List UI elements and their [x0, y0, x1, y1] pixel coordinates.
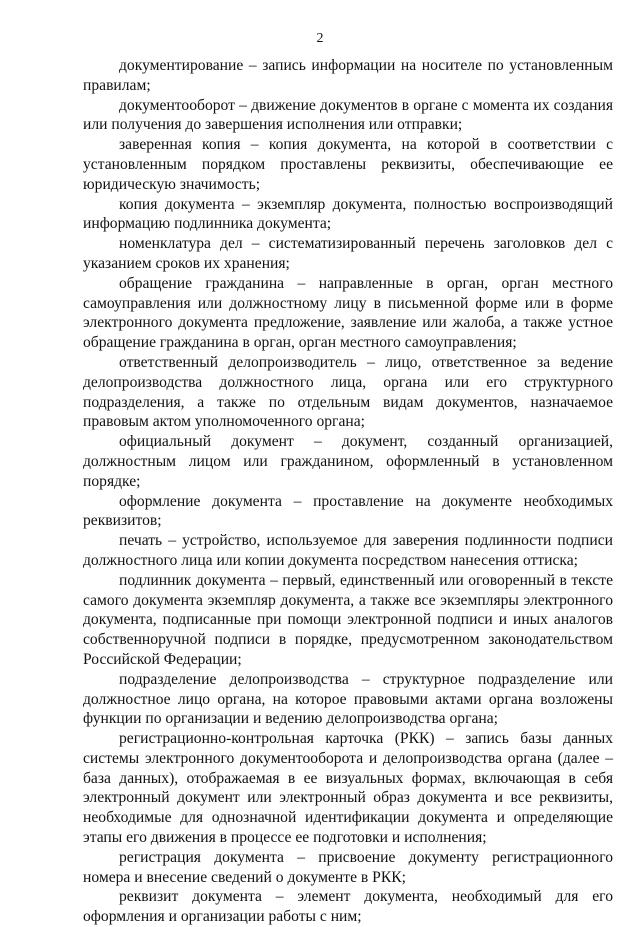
definition-paragraph: регистрация документа – присвоение документу регистрационного номера и внесение сведений о документе в РКК;	[83, 848, 613, 886]
definition-paragraph: печать – устройство, используемое для заверения подлинности подписи должностного лица или копии документа посредством нанесения оттиска;	[83, 532, 613, 569]
definition-paragraph: копия документа – экземпляр документа, полностью воспроизводящий информацию подлинника документа;	[83, 195, 613, 233]
definition-paragraph: документооборот – движение документов в органе с момента их создания или получения до завершения исполнения или отправки;	[83, 96, 613, 134]
definition-paragraph: подлинник документа – первый, единственный или оговоренный в тексте самого документа экземпляр документа, а также все экземпляры электронного документа, подписанные при помощи электронной подписи и иных аналогов собственноручной подписи в порядке, предусмотренном законодательством Российской Федерации;	[83, 571, 613, 668]
document-body	[83, 56, 613, 927]
page-number: 2	[316, 31, 324, 46]
definition-paragraph: регистрационно-контрольная карточка (РКК) – запись базы данных системы электронного документооборота и делопроизводства органа (далее – база данных), отображаемая в ее визуальных формах, включающая в себя электронный документ или электронный образ документа и все реквизиты, необходимые для однозначной идентификации документа и определяющие этапы его движения в процессе ее подготовки и исполнения;	[83, 730, 613, 847]
definition-paragraph: подразделение делопроизводства – структурное подразделение или должностное лицо органа, на которое правовыми актами органа возложены функции по организации и ведению делопроизводства органа;	[83, 670, 613, 728]
definition-paragraph: заверенная копия – копия документа, на которой в соответствии с установленным порядком проставлены реквизиты, обеспечивающие ее юридическую значимость;	[83, 136, 613, 193]
definition-paragraph: официальный документ – документ, созданный организацией, должностным лицом или гражданином, оформленный в установленном порядке;	[83, 433, 613, 490]
definition-paragraph: обращение гражданина – направленные в орган, орган местного самоуправления или должностному лицу в письменной форме или в форме электронного документа предложение, заявление или жалоба, а также устное обращение гражданина в орган, орган местного самоуправления;	[83, 274, 613, 352]
definition-paragraph: номенклатура дел – систематизированный перечень заголовков дел с указанием сроков их хранения;	[83, 235, 613, 272]
definition-paragraph: ответственный делопроизводитель – лицо, ответственное за ведение делопроизводства должностного лица, органа или его структурного подразделения, а также по отдельным видам документов, назначаемое правовым актом уполномоченного органа;	[83, 353, 613, 431]
definition-paragraph: оформление документа – проставление на документе необходимых реквизитов;	[83, 492, 613, 530]
definition-paragraph: реквизит документа – элемент документа, необходимый для его оформления и организации работы с ним;	[83, 888, 613, 926]
definition-paragraph: документирование – запись информации на носителе по установленным правилам;	[83, 57, 613, 94]
